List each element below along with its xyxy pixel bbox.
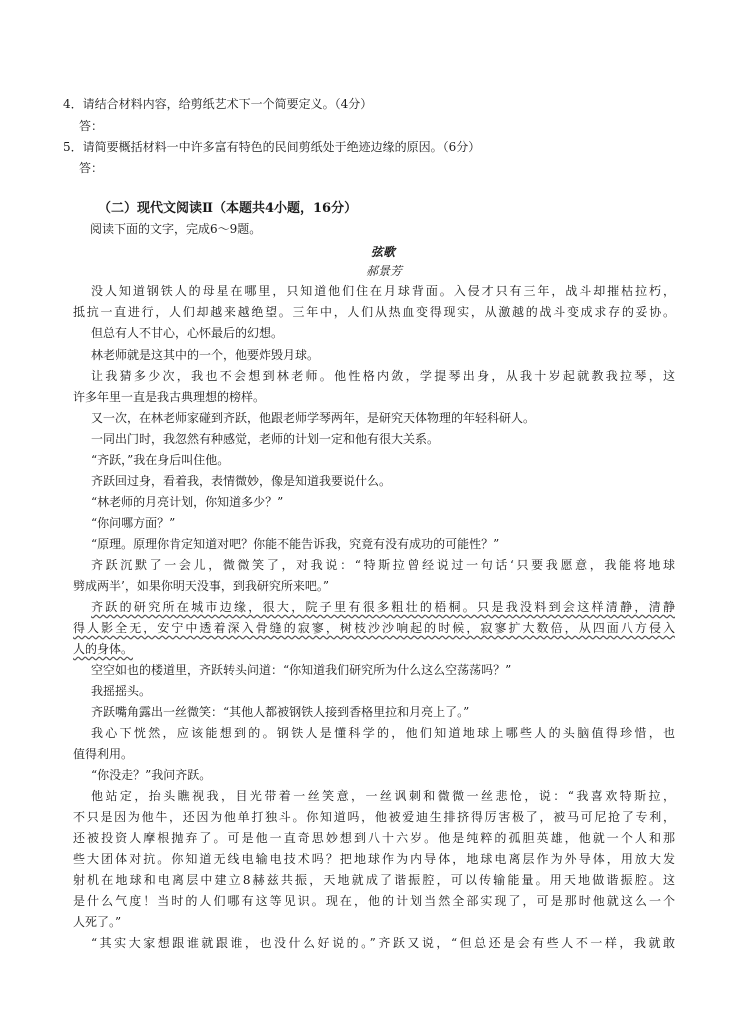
body-line-underlined: 得人影全无，安宁中透着深入骨缝的寂寥，树枝沙沙响起的时候，寂寥扩大数倍，从四面八方侵入	[73, 621, 675, 635]
article-author: 郝景芳	[365, 264, 402, 278]
body-line: 他站定，抬头瞧视我，目光带着一丝笑意，一丝讽刺和微微一丝悲怆，说：“我喜欢特斯拉，	[91, 789, 675, 803]
body-line: 许多年里一直是我古典理想的榜样。	[73, 390, 266, 404]
body-line: 劈成两半’，如果你明天没事，到我研究所来吧。”	[73, 579, 329, 593]
body-line: 人死了。”	[73, 915, 122, 929]
body-line: “原理。原理你肯定知道对吧？你能不能告诉我，究竟有没有成功的可能性？”	[91, 537, 500, 551]
body-line: 还被投资人摩根抛弃了。可是他一直奇思妙想到八十六岁。他是纯粹的孤胆英雄，他就一个人和那	[73, 831, 675, 845]
question-4-number: 4．	[63, 97, 83, 111]
body-line: 抵抗一直进行，人们却越来越绝望。三年中，人们从热血变得现实，从激越的战斗变成求存的妥协。	[73, 305, 675, 319]
instruction: 阅读下面的文字，完成6～9题。	[90, 222, 262, 236]
question-5	[63, 139, 480, 155]
body-line: “齐跃，”我在身后叫住他。	[91, 453, 230, 467]
body-line: 没人知道钢铁人的母星在哪里，只知道他们住在月球背面。入侵才只有三年，战斗却摧枯拉朽，	[91, 284, 675, 298]
answer-label-5: 答：	[79, 161, 104, 175]
body-line: 值得利用。	[73, 747, 134, 761]
body-line-underlined: 人的身体。	[73, 642, 134, 656]
body-line: “你问哪方面？”	[91, 516, 176, 530]
answer-label-4: 答：	[79, 119, 104, 133]
body-line: 齐跃回过身，看着我，表情微妙，像是知道我要说什么。	[91, 474, 392, 488]
section-header: （二）现代文阅读Ⅱ（本题共4小题，16分）	[98, 201, 358, 216]
body-line: “你没走？”我问齐跃。	[91, 768, 212, 782]
body-line: “其实大家想跟谁就跟谁，也没什么好说的。”齐跃又说，“但总还是会有些人不一样，我就敢	[91, 936, 675, 950]
body-line: 齐跃沉默了一会儿，微微笑了，对我说：“特斯拉曾经说过一句话‘只要我愿意，我能将地球	[91, 558, 675, 572]
body-line: 又一次，在林老师家碰到齐跃，他跟老师学琴两年，是研究天体物理的年轻科研人。	[91, 411, 536, 425]
article-title: 弦歌	[370, 245, 395, 259]
body-line-underlined: 齐跃的研究所在城市边缘，很大，院子里有很多粗壮的梧桐。只是我没料到会这样清静，清静	[91, 600, 675, 614]
question-4-text: 请结合材料内容，给剪纸艺术下一个简要定义。（4分）	[82, 97, 373, 111]
body-line: 一同出门时，我忽然有种感觉，老师的计划一定和他有很大关系。	[91, 432, 440, 446]
body-line: 但总有人不甘心，心怀最后的幻想。	[91, 326, 284, 340]
body-line: 些大团体对抗。你知道无线电输电技术吗？把地球作为内导体，地球电离层作为外导体，用放大发	[73, 852, 675, 866]
body-line: 是什么气度！当时的人们哪有这等见识。现在，他的计划当然全部实现了，可是那时他就这么一个	[73, 894, 675, 908]
body-line: 不只是因为他牛，还因为他单打独斗。你知道吗，他被爱迪生排挤得厉害极了，被马可尼抢了专利，	[73, 810, 675, 824]
body-line: 空空如也的楼道里，齐跃转头问道：“你知道我们研究所为什么这么空荡荡吗？”	[91, 663, 512, 677]
body-line: “林老师的月亮计划，你知道多少？”	[91, 495, 284, 509]
question-4	[63, 96, 372, 112]
body-line: 射机在地球和电离层中建立8赫兹共振，天地就成了谐振腔，可以传输能量。用天地做谐振腔。这	[73, 873, 675, 887]
body-line: 让我猜多少次，我也不会想到林老师。他性格内敛，学提琴出身，从我十岁起就教我拉琴，这	[91, 369, 675, 383]
body-line: 齐跃嘴角露出一丝微笑：“其他人都被钢铁人接到香格里拉和月亮上了。”	[91, 705, 470, 719]
question-5-number: 5．	[63, 140, 83, 154]
body-line: 我摇摇头。	[91, 684, 152, 698]
body-line: 我心下恍然，应该能想到的。钢铁人是懂科学的，他们知道地球上哪些人的头脑值得珍惜，也	[91, 726, 675, 740]
question-5-text: 请简要概括材料一中许多富有特色的民间剪纸处于绝迹边缘的原因。（6分）	[82, 140, 481, 154]
body-line: 林老师就是这其中的一个，他要炸毁月球。	[91, 348, 320, 362]
